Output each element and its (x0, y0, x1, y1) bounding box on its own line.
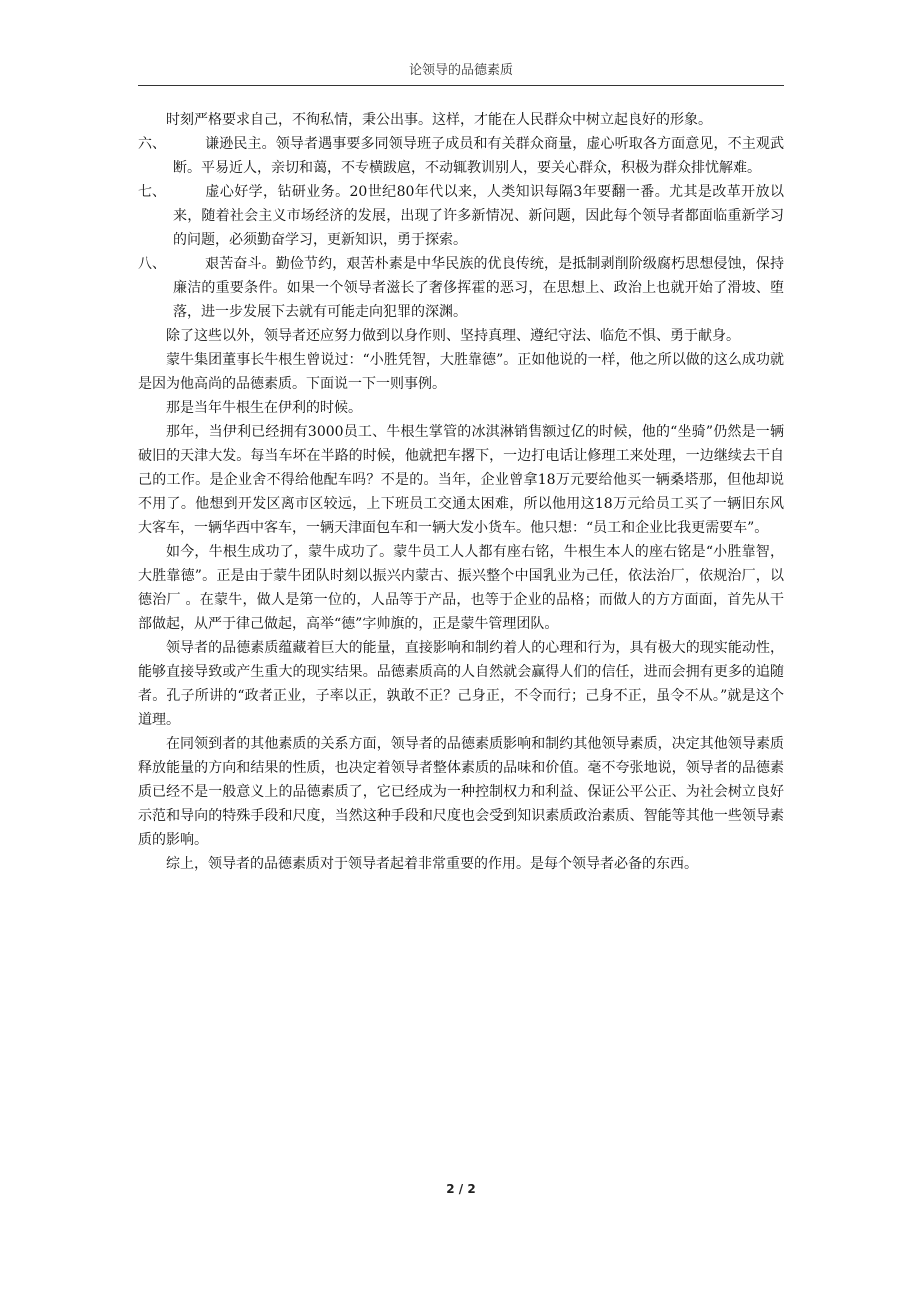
paragraph-7: 在同领到者的其他素质的关系方面，领导者的品德素质影响和制约其他领导素质，决定其他领导素质释放能量的方向和结果的性质，也决定着领导者整体素质的品味和价值。毫不夸张地说，领导者的品德素质已经不是一般意义上的品德素质了，它已经成为一种控制权力和利益、保证公平公正、为社会树立良好示范和导向的特殊手段和尺度，当然这种手段和尺度也会受到知识素质政治素质、智能等其他一些领导素质的影响。 (138, 736, 784, 848)
paragraph-5: 如今，牛根生成功了，蒙牛成功了。蒙牛员工人人都有座右铭，牛根生本人的座右铭是“小胜靠智，大胜靠德”。正是由于蒙牛团队时刻以振兴内蒙古、振兴整个中国乳业为己任，依法治厂，依规治厂，以德治厂 。在蒙牛，做人是第一位的，人品等于产品，也等于企业的品格；而做人的方方面面，首先从干部做起，从严于律己做起，高举“德”字帅旗的，正是蒙牛管理团队。 (138, 544, 784, 632)
list-item-text: 虚心好学，钻研业务。20世纪80年代以来，人类知识每隔3年要翻一番。尤其是改革开放以来，随着社会主义市场经济的发展，出现了许多新情况、新问题，因此每个领导者都面临重新学习的问题，必须勤奋学习，更新知识，勇于探索。 (173, 184, 784, 248)
paragraph-6: 领导者的品德素质蕴藏着巨大的能量，直接影响和制约着人的心理和行为，具有极大的现实能动性，能够直接导致或产生重大的现实结果。品德素质高的人自然就会赢得人们的信任，进而会拥有更多的追随者。孔子所讲的“政者正业，子率以正，孰敢不正？己身正，不令而行；己身不正，虽令不从。”就是这个道理。 (138, 640, 784, 728)
list-item-7 (138, 180, 784, 252)
list-item-8 (138, 252, 784, 324)
paragraph-3: 那是当年牛根生在伊利的时候。 (166, 400, 362, 416)
paragraph-2: 蒙牛集团董事长牛根生曾说过：“小胜凭智，大胜靠德”。正如他说的一样，他之所以做的这么成功就是因为他高尚的品德素质。下面说一下一则事例。 (138, 352, 784, 392)
paragraph-0: 时刻严格要求自己，不徇私情，秉公出事。这样，才能在人民群众中树立起良好的形象。 (166, 112, 712, 128)
list-item-text: 艰苦奋斗。勤俭节约，艰苦朴素是中华民族的优良传统，是抵制剥削阶级腐朽思想侵蚀，保持廉洁的重要条件。如果一个领导者滋长了奢侈挥霍的恶习，在思想上、政治上也就开始了滑坡、堕落，进一步发展下去就有可能走向犯罪的深渊。 (173, 256, 784, 320)
list-item-6 (138, 132, 784, 180)
header-divider (138, 85, 784, 86)
list-item-number: 七、 (138, 184, 166, 200)
page-number: 2 / 2 (446, 1182, 476, 1196)
list-item-number: 六、 (138, 136, 166, 152)
list-item-number: 八、 (138, 256, 166, 272)
page-header-title: 论领导的品德素质 (408, 63, 513, 78)
paragraph-8: 综上，领导者的品德素质对于领导者起着非常重要的作用。是每个领导者必备的东西。 (166, 856, 698, 872)
document-body (138, 108, 784, 876)
list-item-text: 谦逊民主。领导者遇事要多同领导班子成员和有关群众商量，虚心听取各方面意见，不主观武断。平易近人，亲切和蔼，不专横跋扈，不动辄教训别人，要关心群众，积极为群众排忧解难。 (173, 136, 784, 176)
paragraph-4: 那年，当伊利已经拥有3000员工、牛根生掌管的冰淇淋销售额过亿的时候，他的“坐骑”仍然是一辆破旧的天津大发。每当车坏在半路的时候，他就把车撂下，一边打电话让修理工来处理，一边继续去干自己的工作。是企业舍不得给他配车吗？不是的。当年，企业曾拿18万元要给他买一辆桑塔那，但他却说不用了。他想到开发区离市区较远，上下班员工交通太困难，所以他用这18万元给员工买了一辆旧东风大客车，一辆华西中客车，一辆天津面包车和一辆大发小货车。他只想：“员工和企业比我更需要车”。 (138, 424, 784, 536)
paragraph-1: 除了这些以外，领导者还应努力做到以身作则、坚持真理、遵纪守法、临危不惧、勇于献身。 (166, 328, 740, 344)
